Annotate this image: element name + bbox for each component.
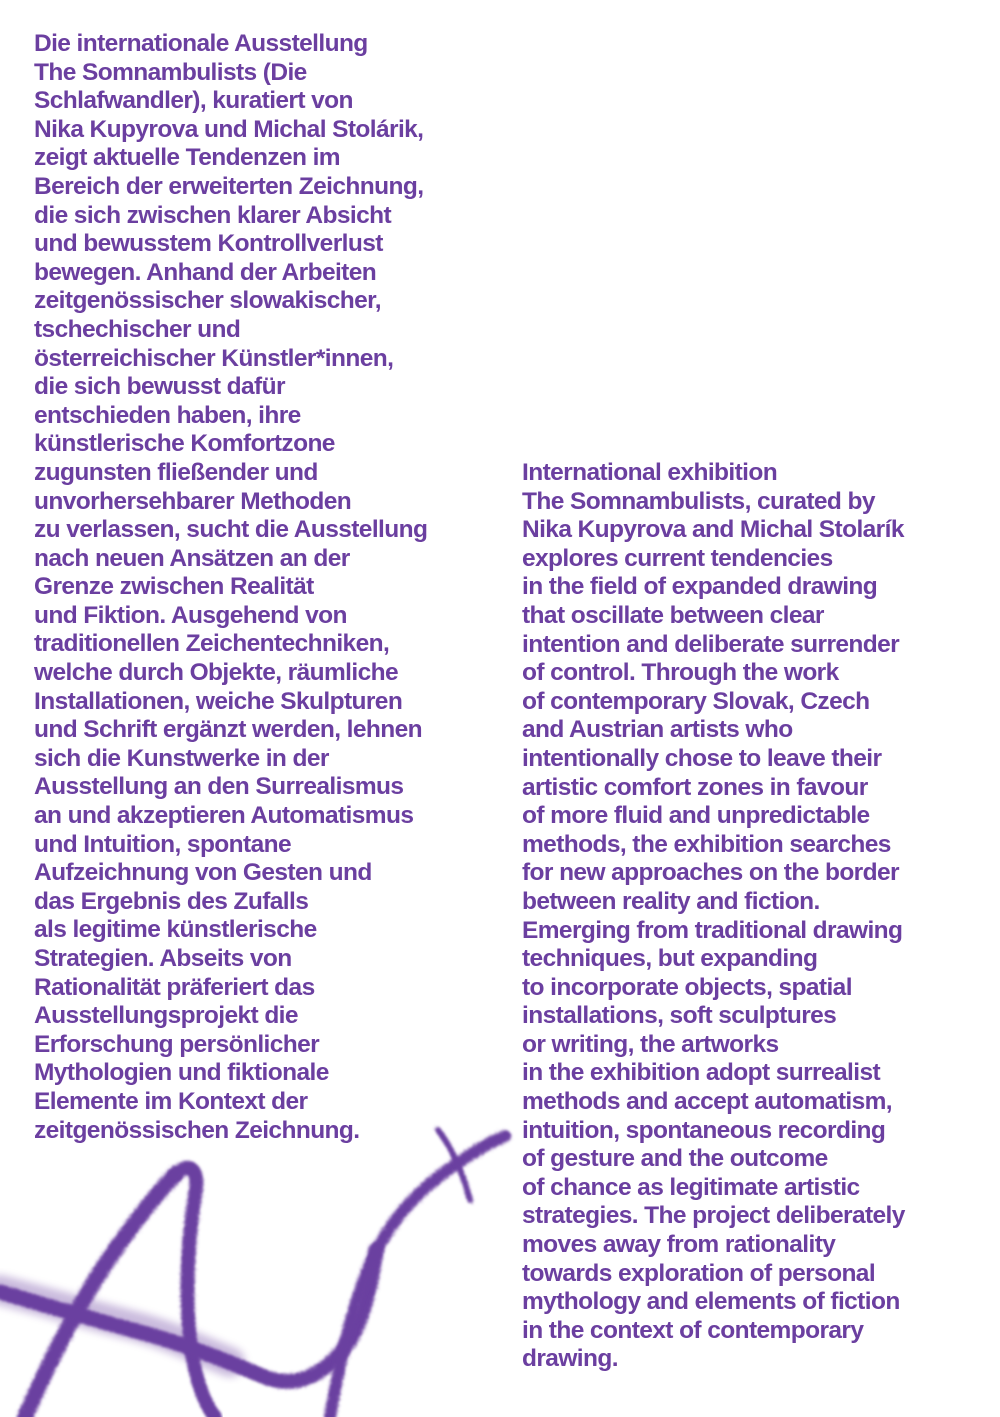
- scribble-hook-stroke: [175, 1168, 215, 1417]
- spray-scribble-drawing: [0, 1100, 560, 1417]
- german-text-column: Die internationale Ausstellung The Somnambulists (Die Schlafwandler), kuratiert von Nika Kupyrova und Michal Stolárik, zeigt aktuelle Tendenzen im Bereich der erweiterten Zeichnung, die sich zwischen klarer Absicht und bewusstem Kontrollverlust bewegen. Anhand der Arbeiten zeitgenössischer slowakischer, tschechischer und österreichischer Künstler*innen, die sich bewusst dafür entschieden haben, ihre künstlerische Komfortzone zugunsten fließender und unvorhersehbarer Methoden zu verlassen, sucht die Ausstellung nach neuen Ansätzen an der Grenze zwischen Realität und Fiktion. Ausgehend von traditionellen Zeichentechniken, welche durch Objekte, räumliche Installationen, weiche Skulpturen und Schrift ergänzt werden, lehnen sich die Kunstwerke in der Ausstellung an den Surrealismus an und akzeptieren Automatismus und Intuition, spontane Aufzeichnung von Gesten und das Ergebnis des Zufalls als legitime künstlerische Strategien. Abseits von Rationalität präferiert das Ausstellungsprojekt die Erforschung persönlicher Mythologien und fiktionale Elemente im Kontext der zeitgenössischen Zeichnung.: [34, 30, 428, 1144]
- scribble-right-stroke: [330, 1136, 505, 1417]
- english-text-column: International exhibition The Somnambulists, curated by Nika Kupyrova and Michal Stolarík explores current tendencies in the field of expanded drawing that oscillate between clear intention and deliberate surrender of control. Through the work of contemporary Slovak, Czech and Austrian artists who intentionally chose to leave their artistic comfort zones in favour of more fluid and unpredictable methods, the exhibition searches for new approaches on the border between reality and fiction. Emerging from traditional drawing techniques, but expanding to incorporate objects, spatial installations, soft sculptures or writing, the artworks in the exhibition adopt surrealist methods and accept automatism, intuition, spontaneous recording of gesture and the outcome of chance as legitimate artistic strategies. The project deliberately moves away from rationality towards exploration of personal mythology and elements of fiction in the context of contemporary drawing.: [522, 459, 905, 1373]
